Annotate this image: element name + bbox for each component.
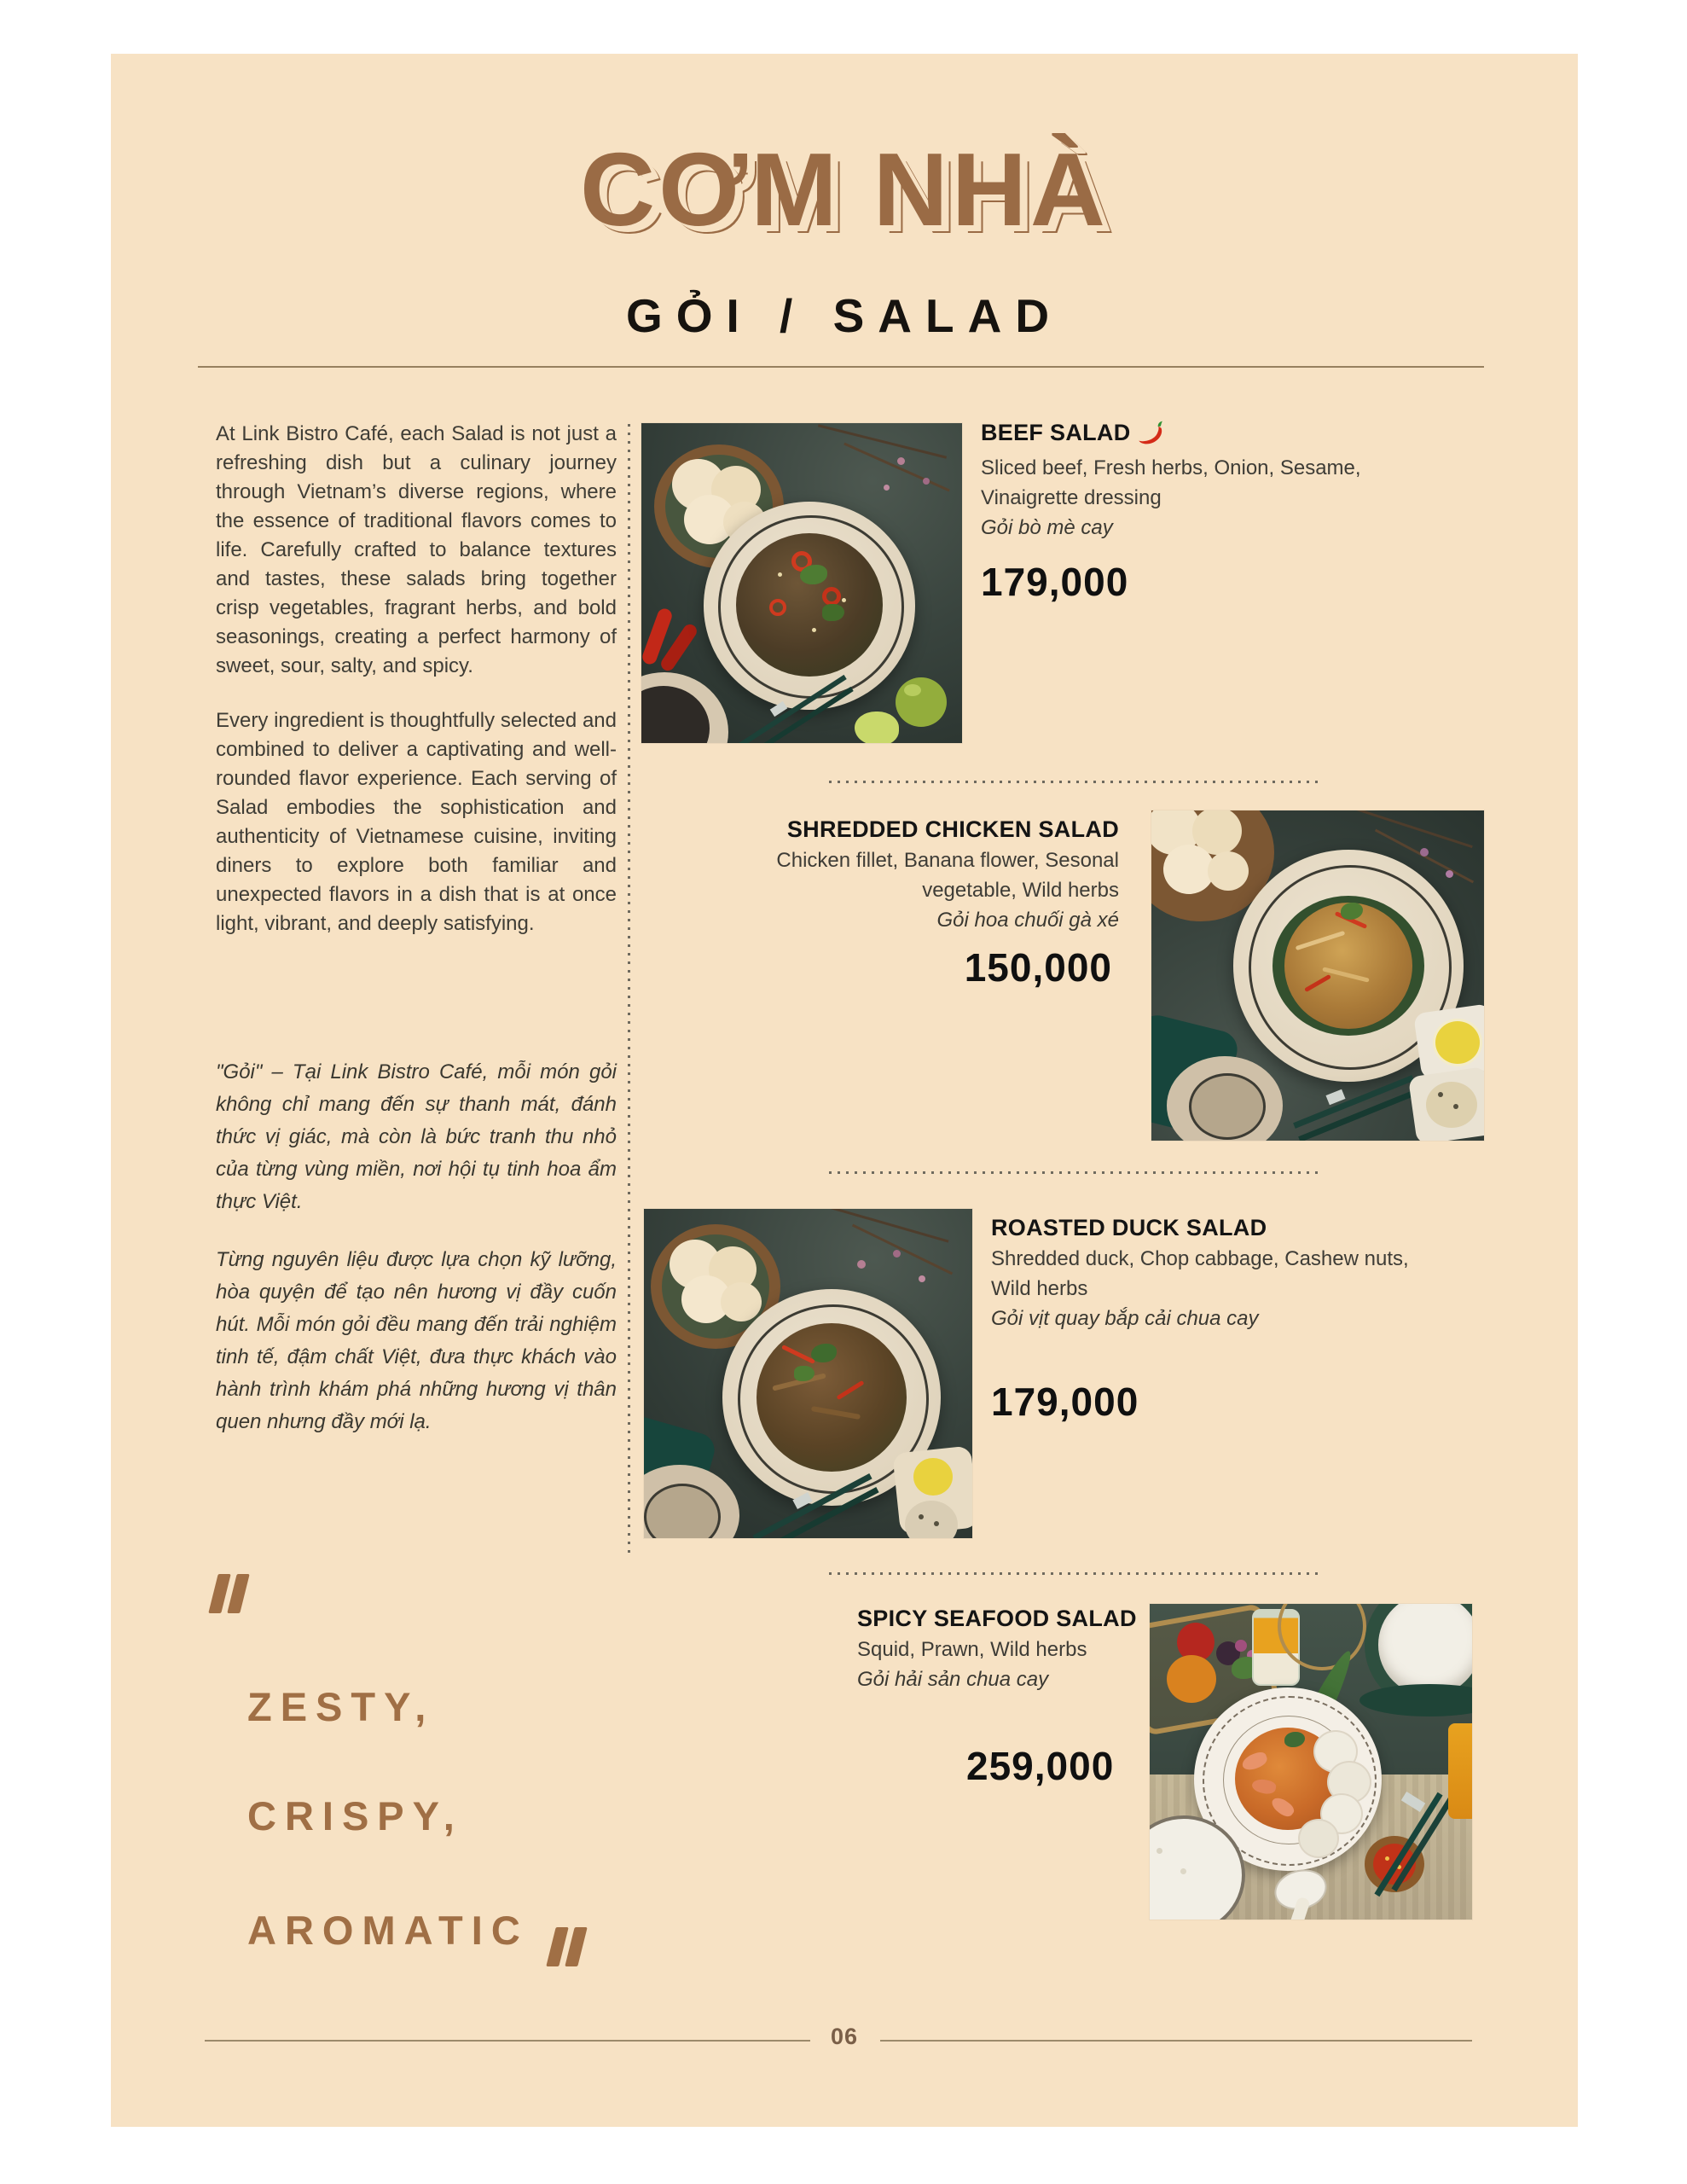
item-description: Squid, Prawn, Wild herbs: [857, 1638, 1087, 1661]
item-vietnamese-name: Gỏi vịt quay bắp cải chua cay: [991, 1307, 1259, 1330]
lime: [896, 677, 947, 727]
rice-grain-dot: [1157, 1848, 1162, 1854]
item-price: 179,000: [991, 1380, 1139, 1424]
page-subtitle: GỎI / SALAD: [625, 289, 1064, 342]
intro-paragraph-2: Every ingredient is thoughtfully selected and combined to deliver a captivating and well-rounded flavor experience. Each serving of Salad embodies the sophistication and authenticity of Vietnamese cuisine, inviting diners to explore both familiar and unexpected flavors in a dish that is at once light, vibrant, and deeply satisfying.: [216, 709, 617, 935]
rice-cracker: [1298, 1819, 1339, 1858]
dotted-separator-1: [829, 781, 1319, 783]
quote-block: [213, 1574, 759, 1951]
dried-flower: [897, 457, 905, 465]
sesame-dip: [1426, 1082, 1477, 1128]
roasted-duck-salad-photo: [644, 1209, 972, 1538]
lemon-wedge: [1433, 1019, 1482, 1066]
dried-flower: [884, 485, 890, 491]
beef-salad-photo: [641, 423, 962, 743]
close-quote-icon: [551, 1927, 588, 1973]
item-name: BEEF SALAD: [981, 420, 1131, 445]
quote-line-2: CRISPY,: [247, 1793, 463, 1838]
plate-stack-inner: [1189, 1073, 1266, 1140]
intro-vietnamese-1: "Gỏi" – Tại Link Bistro Café, mỗi món gỏi không chỉ mang đến sự thanh mát, đánh thức vị giác, mà còn là bức tranh thu nhỏ của từng vùng miền, nơi hội tụ tinh hoa ẩm thực Việt.: [216, 1060, 617, 1213]
item-name: ROASTED DUCK SALAD: [991, 1215, 1267, 1240]
quote-line-3-text: AROMATIC: [247, 1908, 529, 1953]
footer-rule-left: [205, 2040, 810, 2042]
item-description: Sliced beef, Fresh herbs, Onion, Sesame, Vinaigrette dressing: [981, 456, 1361, 509]
pot-saucer: [1359, 1684, 1472, 1716]
item-description: Shredded duck, Chop cabbage, Cashew nuts, Wild herbs: [991, 1247, 1409, 1300]
orange-drink: [1448, 1723, 1472, 1819]
lemon-wedge: [913, 1458, 953, 1496]
menu-item-shredded-chicken-salad: [761, 815, 1119, 990]
dried-twig: [818, 424, 947, 458]
sesame-dot: [1438, 1092, 1443, 1097]
sauce-seed: [1385, 1856, 1389, 1861]
prawn-cracker: [1163, 845, 1215, 894]
item-name: SHREDDED CHICKEN SALAD: [786, 816, 1119, 842]
flower-cluster: [1235, 1640, 1247, 1652]
intro-paragraph-1: At Link Bistro Café, each Salad is not just a refreshing dish but a culinary journey through Vietnam’s diverse regions, where the essence of traditional flavors comes to life. Carefully crafted to balance textures and tastes, these salads bring together crisp vegetables, fragrant herbs, and bold seasonings, creating a perfect harmony of sweet, sour, salty, and spicy.: [216, 422, 617, 677]
dried-twig: [852, 1224, 953, 1275]
page-title: CƠM NHÀ: [579, 131, 1109, 247]
quote-line-1: ZESTY,: [247, 1684, 435, 1729]
intro-vietnamese-2: Từng nguyên liệu được lựa chọn kỹ lưỡng, hòa quyện để tạo nên hương vị đầy cuốn hút. Mỗi món gỏi đều mang đến trải nghiệm tinh tế, đậm chất Việt, đưa thực khách vào hành trình khám phá những hương vị thân quen nhưng đầy mới lạ.: [216, 1248, 617, 1433]
item-vietnamese-name: Gỏi hoa chuối gà xé: [936, 909, 1119, 932]
sesame-dot: [778, 572, 782, 577]
dried-twig: [1350, 810, 1473, 848]
dotted-separator-2: [829, 1171, 1319, 1174]
sesame-dot: [919, 1514, 924, 1519]
dried-flower: [923, 478, 930, 485]
prawn-cracker: [1208, 851, 1249, 891]
dried-flower: [1420, 848, 1429, 857]
dried-flower: [857, 1260, 866, 1269]
dotted-separator-3: [829, 1572, 1319, 1575]
item-vietnamese-name: Gỏi hải sản chua cay: [857, 1668, 1049, 1691]
prawn-cracker: [721, 1282, 762, 1321]
menu-item-beef-salad: [981, 418, 1390, 605]
dried-twig: [825, 1209, 948, 1243]
dried-flower: [1446, 870, 1453, 878]
footer-rule-right: [880, 2040, 1472, 2042]
item-price: 179,000: [981, 560, 1129, 604]
dried-flower: [893, 1250, 901, 1258]
sesame-dot: [1453, 1104, 1458, 1109]
sesame-dot: [812, 628, 816, 632]
vertical-dotted-divider: [628, 424, 630, 1555]
dried-flower: [919, 1275, 925, 1282]
chili-spicy-icon: [1136, 420, 1167, 451]
lime-wedge: [855, 712, 899, 743]
intro-column: [216, 420, 617, 1464]
item-name: SPICY SEAFOOD SALAD: [857, 1606, 1137, 1631]
item-description: Chicken fillet, Banana flower, Sesonal vegetable, Wild herbs: [776, 849, 1119, 902]
sesame-dot: [842, 598, 846, 602]
item-price: 150,000: [964, 945, 1112, 990]
page-number: 06: [830, 2024, 859, 2049]
quote-line-3: [213, 1905, 759, 1951]
item-vietnamese-name: Gỏi bò mè cay: [981, 516, 1113, 539]
shredded-chicken-salad-photo: [1151, 810, 1484, 1141]
item-price: 259,000: [966, 1744, 1115, 1788]
open-quote-icon: [213, 1574, 759, 1618]
chili-ring-garnish: [822, 587, 841, 606]
menu-item-spicy-seafood-salad: [857, 1604, 1215, 1789]
sesame-dot: [934, 1521, 939, 1526]
lime-highlight: [904, 684, 921, 696]
menu-item-roasted-duck-salad: [991, 1213, 1469, 1425]
rice-grain-dot: [1180, 1868, 1186, 1874]
chili-ring-garnish: [769, 599, 786, 616]
dried-twig: [844, 443, 950, 492]
header-divider: [198, 366, 1484, 368]
